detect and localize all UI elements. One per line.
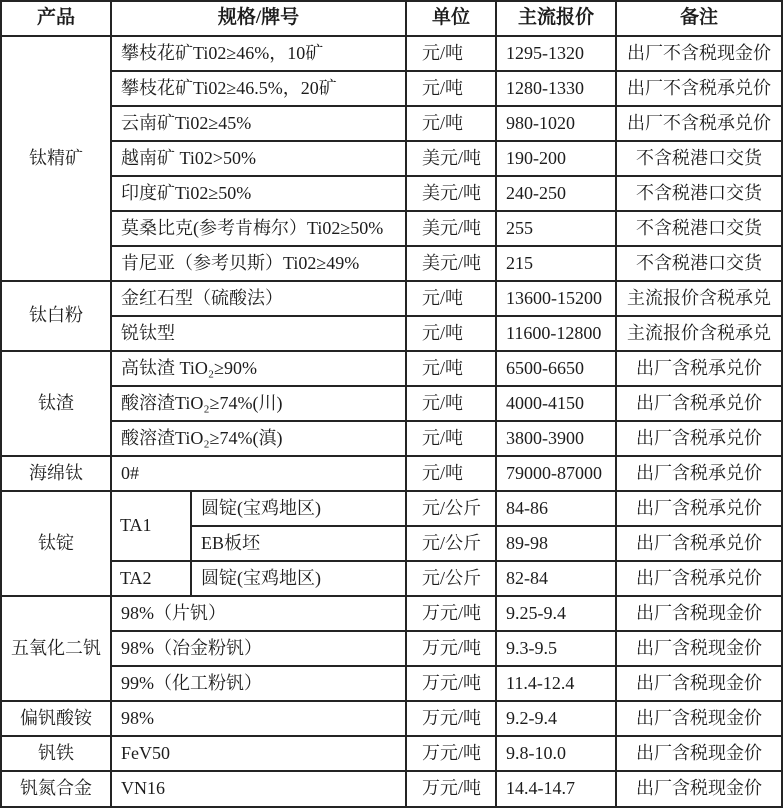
price-cell: 980-1020 <box>496 106 616 141</box>
note-cell: 出厂含税现金价 <box>616 771 782 807</box>
unit-cell: 元/吨 <box>406 316 496 351</box>
price-cell: 11.4-12.4 <box>496 666 616 701</box>
price-cell: 255 <box>496 211 616 246</box>
form-cell: EB板坯 <box>191 526 406 561</box>
note-cell: 出厂含税承兑价 <box>616 491 782 526</box>
table-row <box>1 281 782 316</box>
spec-cell: 99%（化工粉钒） <box>111 666 406 701</box>
grade-cell: TA2 <box>111 561 191 596</box>
spec-cell: 莫桑比克(参考肯梅尔）Ti02≥50% <box>111 211 406 246</box>
price-cell: 11600-12800 <box>496 316 616 351</box>
unit-cell: 元/吨 <box>406 36 496 71</box>
note-cell: 不含税港口交货 <box>616 176 782 211</box>
table-row <box>1 386 782 421</box>
note-cell: 出厂含税承兑价 <box>616 421 782 456</box>
note-cell: 出厂含税承兑价 <box>616 351 782 386</box>
price-cell: 89-98 <box>496 526 616 561</box>
price-cell: 190-200 <box>496 141 616 176</box>
price-cell: 9.3-9.5 <box>496 631 616 666</box>
table-row <box>1 36 782 71</box>
note-cell: 出厂不含税承兑价 <box>616 71 782 106</box>
unit-cell: 元/吨 <box>406 456 496 491</box>
note-cell: 出厂含税现金价 <box>616 666 782 701</box>
price-cell: 13600-15200 <box>496 281 616 316</box>
table-row <box>1 701 782 736</box>
spec-cell: 0# <box>111 456 406 491</box>
price-cell: 14.4-14.7 <box>496 771 616 807</box>
unit-cell: 元/吨 <box>406 106 496 141</box>
header-spec: 规格/牌号 <box>111 1 406 36</box>
spec-cell: 印度矿Ti02≥50% <box>111 176 406 211</box>
note-cell: 出厂含税承兑价 <box>616 456 782 491</box>
grade-cell: TA1 <box>111 491 191 561</box>
note-cell: 出厂含税现金价 <box>616 631 782 666</box>
note-cell: 出厂含税承兑价 <box>616 561 782 596</box>
product-group-cell: 钛精矿 <box>1 36 111 281</box>
price-cell: 9.2-9.4 <box>496 701 616 736</box>
note-cell: 主流报价含税承兑 <box>616 316 782 351</box>
unit-cell: 元/吨 <box>406 421 496 456</box>
unit-cell: 万元/吨 <box>406 631 496 666</box>
price-cell: 215 <box>496 246 616 281</box>
unit-cell: 美元/吨 <box>406 141 496 176</box>
table-row <box>1 316 782 351</box>
price-cell: 9.25-9.4 <box>496 596 616 631</box>
product-group-cell: 钛锭 <box>1 491 111 596</box>
unit-cell: 元/吨 <box>406 351 496 386</box>
unit-cell: 元/吨 <box>406 386 496 421</box>
spec-cell: 酸溶渣TiO₂≥74%(川) <box>111 386 406 421</box>
table-row <box>1 491 782 526</box>
table-row <box>1 666 782 701</box>
product-group-cell: 偏钒酸铵 <box>1 701 111 736</box>
unit-cell: 万元/吨 <box>406 596 496 631</box>
table-row <box>1 631 782 666</box>
price-cell: 1280-1330 <box>496 71 616 106</box>
table-row <box>1 771 782 807</box>
header-product: 产品 <box>1 1 111 36</box>
spec-cell: 金红石型（硫酸法） <box>111 281 406 316</box>
price-cell: 1295-1320 <box>496 36 616 71</box>
price-cell: 84-86 <box>496 491 616 526</box>
spec-cell: 攀枝花矿Ti02≥46.5%，20矿 <box>111 71 406 106</box>
note-cell: 出厂含税现金价 <box>616 736 782 771</box>
table-row <box>1 141 782 176</box>
product-group-cell: 海绵钛 <box>1 456 111 491</box>
table-row <box>1 561 782 596</box>
product-group-cell: 钒氮合金 <box>1 771 111 807</box>
unit-cell: 元/公斤 <box>406 561 496 596</box>
table-row <box>1 71 782 106</box>
price-cell: 79000-87000 <box>496 456 616 491</box>
table-row <box>1 456 782 491</box>
price-cell: 4000-4150 <box>496 386 616 421</box>
note-cell: 出厂不含税承兑价 <box>616 106 782 141</box>
spec-cell: FeV50 <box>111 736 406 771</box>
unit-cell: 万元/吨 <box>406 666 496 701</box>
unit-cell: 元/公斤 <box>406 526 496 561</box>
price-cell: 240-250 <box>496 176 616 211</box>
spec-cell: VN16 <box>111 771 406 807</box>
price-cell: 3800-3900 <box>496 421 616 456</box>
product-group-cell: 五氧化二钒 <box>1 596 111 701</box>
spec-cell: 酸溶渣TiO₂≥74%(滇) <box>111 421 406 456</box>
table-row <box>1 596 782 631</box>
unit-cell: 元/吨 <box>406 71 496 106</box>
header-row <box>1 1 782 36</box>
header-unit: 单位 <box>406 1 496 36</box>
spec-cell: 98% <box>111 701 406 736</box>
unit-cell: 元/公斤 <box>406 491 496 526</box>
note-cell: 出厂不含税现金价 <box>616 36 782 71</box>
header-note: 备注 <box>616 1 782 36</box>
table-row <box>1 106 782 141</box>
table-row <box>1 736 782 771</box>
unit-cell: 美元/吨 <box>406 246 496 281</box>
spec-cell: 高钛渣 TiO₂≥90% <box>111 351 406 386</box>
table-row <box>1 211 782 246</box>
note-cell: 出厂含税承兑价 <box>616 526 782 561</box>
unit-cell: 万元/吨 <box>406 736 496 771</box>
price-cell: 82-84 <box>496 561 616 596</box>
spec-cell: 云南矿Ti02≥45% <box>111 106 406 141</box>
product-group-cell: 钛渣 <box>1 351 111 456</box>
price-cell: 6500-6650 <box>496 351 616 386</box>
note-cell: 不含税港口交货 <box>616 211 782 246</box>
note-cell: 出厂含税现金价 <box>616 701 782 736</box>
spec-cell: 98%（片钒） <box>111 596 406 631</box>
spec-cell: 攀枝花矿Ti02≥46%，10矿 <box>111 36 406 71</box>
note-cell: 不含税港口交货 <box>616 246 782 281</box>
table-row <box>1 421 782 456</box>
note-cell: 出厂含税现金价 <box>616 596 782 631</box>
unit-cell: 美元/吨 <box>406 211 496 246</box>
table-row <box>1 246 782 281</box>
product-group-cell: 钛白粉 <box>1 281 111 351</box>
form-cell: 圆锭(宝鸡地区) <box>191 491 406 526</box>
unit-cell: 元/吨 <box>406 281 496 316</box>
note-cell: 主流报价含税承兑 <box>616 281 782 316</box>
unit-cell: 万元/吨 <box>406 771 496 807</box>
spec-cell: 锐钛型 <box>111 316 406 351</box>
form-cell: 圆锭(宝鸡地区) <box>191 561 406 596</box>
unit-cell: 美元/吨 <box>406 176 496 211</box>
unit-cell: 万元/吨 <box>406 701 496 736</box>
table-row <box>1 176 782 211</box>
table-row <box>1 351 782 386</box>
product-group-cell: 钒铁 <box>1 736 111 771</box>
note-cell: 出厂含税承兑价 <box>616 386 782 421</box>
header-price: 主流报价 <box>496 1 616 36</box>
spec-cell: 越南矿 Ti02>50% <box>111 141 406 176</box>
price-cell: 9.8-10.0 <box>496 736 616 771</box>
spec-cell: 98%（冶金粉钒） <box>111 631 406 666</box>
spec-cell: 肯尼亚（参考贝斯）Ti02≥49% <box>111 246 406 281</box>
note-cell: 不含税港口交货 <box>616 141 782 176</box>
